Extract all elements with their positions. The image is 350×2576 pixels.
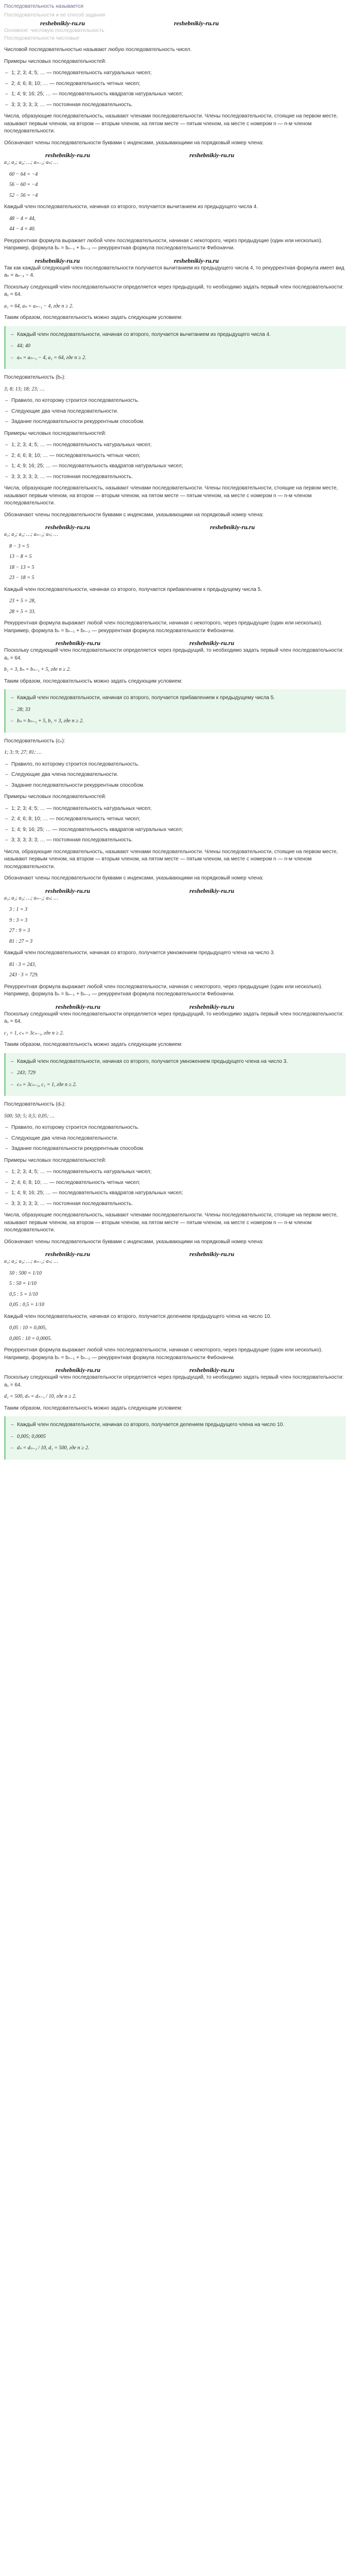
list-item: – Каждый член последовательности, начиная со второго, получается вычитанием из предыдущего числа 4.	[10, 331, 342, 339]
watermark-row	[4, 887, 346, 895]
plan-list-c	[4, 761, 346, 790]
faded-line: Последовательности числовые	[4, 35, 80, 41]
watermark-text: reshebnikiy-ru.ru	[189, 1250, 235, 1258]
watermark-text: reshebnikiy-ru.ru	[189, 887, 235, 894]
examples-title: Примеры числовых последовательностей:	[4, 794, 107, 800]
text-first: Поскольку следующий член последовательности определяется через предыдущий, то необходимо задать первый член последовательности: a₁ = 64.	[4, 648, 344, 661]
list-item: – bₙ = bₙ₋₁ + 5, b₁ = 3, где n ≥ 2.	[10, 718, 342, 725]
list-item: – 0,005; 0,0005	[10, 1433, 342, 1441]
examples-title: Примеры числовых последовательностей:	[4, 1157, 107, 1163]
equation: 52 − 56 = −4	[9, 192, 38, 198]
equation: 243 · 3 = 729.	[9, 972, 39, 978]
definition-notation: Обозначают члены последовательности буквами с индексами, указывающими на порядковый номер члена:	[4, 512, 264, 518]
watermark-text: reshebnikiy-ru.ru	[40, 20, 85, 27]
list-item: – 243; 729	[10, 1070, 342, 1077]
notation-formula: a₁; a₂; a₃; …; aₙ₋₁; aₙ; …	[4, 895, 58, 901]
text-recurrent: Так как каждый следующий член последовательности получается вычитанием из предыдущего числа 4, то рекуррентная формула имеет вид aₙ = aₙ₋₁ − 4.	[4, 265, 344, 278]
list-item: – cₙ = 3cₙ₋₁, c₁ = 1, где n ≥ 2.	[10, 1081, 342, 1089]
equation: 81 : 27 = 3	[9, 938, 33, 944]
equation: 56 − 60 = −4	[9, 182, 38, 188]
equation: 44 − 4 = 40.	[9, 226, 36, 232]
text-ways: Таким образом, последовательность можно задать следующим условием:	[4, 1405, 183, 1411]
text-ways: Таким образом, последовательность можно задать следующим условием:	[4, 1042, 183, 1047]
equation: 81 · 3 = 243,	[9, 961, 36, 968]
list-item: – 2; 4; 6; 8; 10; … — последовательность четных чисел;	[4, 80, 346, 88]
seq-d-title: Последовательность (dₙ):	[4, 1101, 66, 1107]
list-item: – 3; 3; 3; 3; 3; … — постоянная последовательность.	[4, 1200, 346, 1208]
breadcrumb	[4, 3, 346, 11]
list-item: – 1; 2; 3; 4; 5; … — последовательность натуральных чисел;	[4, 70, 346, 77]
equations-c2	[9, 961, 346, 979]
list-item: – Каждый член последовательности, начиная со второго, получается прибавлением к предыдущему числа 5.	[10, 694, 342, 702]
equation: 3 : 1 = 3	[9, 907, 28, 912]
watermark-text: reshebnikiy-ru.ru	[45, 151, 91, 159]
list-item: – Следующие два члена последовательности.	[4, 408, 346, 416]
watermark-row	[4, 1250, 346, 1258]
equations-a2	[9, 215, 346, 233]
text-first: Поскольку следующий член последовательности определяется через предыдущий, то необходимо задать первый член последовательности: a₁ = 64.	[4, 1375, 344, 1388]
equation: 0,05 : 10 = 0,005,	[9, 1325, 47, 1331]
definition-recurrent: Рекуррентная формула выражает любой член последовательности, начиная с некоторого, через предыдущие (один или несколько). Например, формула bₙ = bₙ₋₁ + bₙ₋₂ — рекуррентная формула последовательности Фибоначчи.	[4, 620, 323, 634]
watermark-row	[4, 151, 346, 159]
seq-b-title: Последовательность (bₙ):	[4, 375, 66, 380]
examples-list	[4, 442, 346, 481]
list-item: – Задание последовательности рекуррентным способом.	[4, 418, 346, 426]
list-item: – 1; 4; 9; 16; 25; … — последовательность квадратов натуральных чисел;	[4, 826, 346, 834]
equation: 23 − 18 = 5	[9, 575, 34, 581]
definition-notation: Обозначают члены последовательности буквами с индексами, указывающими на порядковый номер члена:	[4, 140, 264, 146]
equations-d	[9, 1270, 346, 1309]
watermark-text: reshebnikiy-ru.ru	[189, 1366, 235, 1374]
list-item: – Следующие два члена последовательности.	[4, 771, 346, 779]
watermark-text: reshebnikiy-ru.ru	[189, 1003, 235, 1010]
watermark-text: reshebnikiy-ru.ru	[189, 151, 235, 159]
list-item: – 1; 4; 9; 16; 25; … — последовательность квадратов натуральных чисел;	[4, 463, 346, 470]
equation: 18 − 13 = 5	[9, 564, 34, 570]
answer-d: d₁ = 500, dₙ = dₙ₋₁ / 10, где n ≥ 2.	[4, 1394, 77, 1399]
definition-recurrent: Рекуррентная формула выражает любой член последовательности, начиная с некоторого, через предыдущие (один или несколько). Например, формула bₙ = bₙ₋₁ + bₙ₋₂ — рекуррентная формула последовательности Фибоначчи.	[4, 238, 323, 251]
equation: 50 : 500 = 1/10	[9, 1270, 42, 1276]
definition-recurrent: Рекуррентная формула выражает любой член последовательности, начиная с некоторого, через предыдущие (один или несколько). Например, формула bₙ = bₙ₋₁ + bₙ₋₂ — рекуррентная формула последовательности Фибоначчи.	[4, 1347, 323, 1361]
definition-members: Числа, образующие последовательность, называют членами последовательности. Члены последовательности, стоящие на первом месте, называют первым членом, на втором — вторым членом, на пятом месте — пятым членом, на месте с номером n — n-м членом последовательности.	[4, 1212, 338, 1233]
equation: 48 − 4 = 44,	[9, 215, 36, 222]
text-d-each: Каждый член последовательности, начиная со второго, получается делением предыдущего члена на число 10.	[4, 1313, 272, 1319]
list-item: – 3; 3; 3; 3; 3; … — постоянная последовательность.	[4, 837, 346, 844]
definition-recurrent: Рекуррентная формула выражает любой член последовательности, начиная с некоторого, через предыдущие (один или несколько). Например, формула bₙ = bₙ₋₁ + bₙ₋₂ — рекуррентная формула последовательности Фибоначчи.	[4, 984, 323, 997]
list-item: – Правило, по которому строится последовательность.	[4, 397, 346, 405]
answer-b: b₁ = 3, bₙ = bₙ₋₁ + 5, где n ≥ 2.	[4, 667, 71, 672]
answer-c: c₁ = 1, cₙ = 3cₙ₋₁, где n ≥ 2.	[4, 1030, 64, 1036]
watermark-row	[4, 257, 346, 265]
seq-d: 500; 50; 5; 0,5; 0,05; …	[4, 1113, 55, 1119]
examples-list	[4, 70, 346, 109]
list-item: – dₙ = dₙ₋₁ / 10, d₁ = 500, где n ≥ 2.	[10, 1445, 342, 1452]
watermark-text: reshebnikiy-ru.ru	[45, 1250, 91, 1258]
watermark-text: reshebnikiy-ru.ru	[174, 257, 219, 264]
list-item: – Задание последовательности рекуррентным способом.	[4, 1145, 346, 1153]
equations-b2	[9, 598, 346, 616]
definition-members: Числа, образующие последовательность, называют членами последовательности. Члены последовательности, стоящие на первом месте, называют первым членом, на втором — вторым членом, на пятом месте — пятым членом, на месте с номером n — n-м членом последовательности.	[4, 485, 338, 506]
text-each-next: Каждый член последовательности, начиная со второго, получается вычитанием из предыдущего числа 4.	[4, 204, 258, 210]
list-item: – 2; 4; 6; 8; 10; … — последовательность четных чисел;	[4, 452, 346, 460]
watermark-row	[4, 1366, 346, 1374]
list-item: – aₙ = aₙ₋₁ − 4, a₁ = 64, где n ≥ 2.	[10, 354, 342, 362]
watermark-text: reshebnikiy-ru.ru	[45, 887, 91, 894]
equations-a	[9, 171, 346, 200]
faded-line: Последовательности и ее способ задания	[4, 12, 106, 18]
list-item: – Правило, по которому строится последовательность.	[4, 1124, 346, 1132]
definition-numeric-sequence: Числовой последовательностью называют любую последовательность чисел.	[4, 47, 192, 53]
watermark-row	[4, 1003, 346, 1011]
list-item: – 1; 2; 3; 4; 5; … — последовательность натуральных чисел;	[4, 805, 346, 813]
seq-c-title: Последовательность (cₙ):	[4, 738, 65, 744]
text-first: Поскольку следующий член последовательности определяется через предыдущий, то необходимо задать первый член последовательности: a₁ = 64.	[4, 284, 344, 297]
notation-formula: a₁; a₂; a₃; …; aₙ₋₁; aₙ; …	[4, 1259, 58, 1264]
list-item: – Правило, по которому строится последовательность.	[4, 761, 346, 769]
text-ways: Таким образом, последовательность можно задать следующим условием:	[4, 315, 183, 320]
equation: 9 : 3 = 3	[9, 917, 28, 923]
text-b-each: Каждый член последовательности, начиная со второго, получается прибавлением к предыдущему числа 5.	[4, 586, 262, 592]
list-item: – 2; 4; 6; 8; 10; … — последовательность четных чисел;	[4, 816, 346, 823]
equation: 60 − 64 = −4	[9, 171, 38, 177]
plan-list-d	[4, 1124, 346, 1153]
seq-b: 3; 8; 13; 18; 23; …	[4, 386, 45, 392]
list-item: – 44; 40	[10, 343, 342, 350]
equation: 0,5 : 5 = 1/10	[9, 1291, 38, 1297]
watermark-row	[4, 523, 346, 531]
equation: 0,005 : 10 = 0,0005.	[9, 1335, 52, 1342]
notation-formula: a₁; a₂; a₃; …; aₙ₋₁; aₙ; …	[4, 532, 58, 537]
watermark-text: reshebnikiy-ru.ru	[35, 257, 80, 264]
equations-c	[9, 906, 346, 945]
list-item: – 1; 4; 9; 16; 25; … — последовательность квадратов натуральных чисел;	[4, 91, 346, 98]
definition-notation: Обозначают члены последовательности буквами с индексами, указывающими на порядковый номер члена:	[4, 875, 264, 881]
equations-b	[9, 543, 346, 582]
examples-title: Примеры числовых последовательностей:	[4, 430, 107, 436]
watermark-row	[4, 19, 346, 27]
watermark-text: reshebnikiy-ru.ru	[189, 639, 235, 647]
answer-box-c	[4, 1053, 346, 1096]
equation: 28 + 5 = 33.	[9, 608, 36, 615]
list-item: – Каждый член последовательности, начиная со второго, получается умножением предыдущего члена на число 3.	[10, 1058, 342, 1066]
list-item: – Каждый член последовательности, начиная со второго, получается делением предыдущего члена на число 10.	[10, 1421, 342, 1429]
watermark-text: reshebnikiy-ru.ru	[56, 639, 101, 647]
text-c-each: Каждый член последовательности, начиная со второго, получается умножением предыдущего члена на число 3.	[4, 950, 275, 956]
list-item: – Следующие два члена последовательности.	[4, 1135, 346, 1143]
list-item: – 3; 3; 3; 3; 3; … — постоянная последовательность.	[4, 473, 346, 481]
answer-box-b	[4, 689, 346, 733]
equation: 23 + 5 = 28,	[9, 598, 36, 604]
list-item: – 1; 4; 9; 16; 25; … — последовательность квадратов натуральных чисел;	[4, 1190, 346, 1197]
equation: 13 − 8 = 5	[9, 554, 32, 560]
list-item: – Задание последовательности рекуррентным способом.	[4, 782, 346, 790]
examples-list	[4, 805, 346, 844]
list-item: – 1; 2; 3; 4; 5; … — последовательность натуральных чисел;	[4, 442, 346, 449]
definition-members: Числа, образующие последовательность, называют членами последовательности. Члены последовательности, стоящие на первом месте, называют первым членом, на втором — вторым членом, на пятом месте — пятым членом, на месте с номером n — n-м членом последовательности.	[4, 113, 338, 134]
answer-a: a₁ = 64, aₙ = aₙ₋₁ − 4, где n ≥ 2.	[4, 303, 74, 309]
watermark-text: reshebnikiy-ru.ru	[56, 1003, 101, 1010]
breadcrumb-link[interactable]: Последовательность называется	[4, 4, 83, 9]
equation: 0,05 : 0,5 = 1/10	[9, 1302, 44, 1308]
watermark-text: reshebnikiy-ru.ru	[45, 523, 91, 531]
watermark-text: reshebnikiy-ru.ru	[210, 523, 255, 531]
definition-members: Числа, образующие последовательность, называют членами последовательности. Члены последовательности, стоящие на первом месте, называют первым членом, на втором — вторым членом, на пятом месте — пятым членом, на месте с номером n — n-м членом последовательности.	[4, 849, 338, 870]
watermark-text: reshebnikiy-ru.ru	[174, 20, 219, 27]
definition-notation: Обозначают члены последовательности буквами с индексами, указывающими на порядковый номер члена:	[4, 1239, 264, 1245]
faded-line: Основное: числовую последовательность	[4, 28, 104, 33]
answer-box-d	[4, 1416, 346, 1460]
list-item: – 2; 4; 6; 8; 10; … — последовательность четных чисел;	[4, 1179, 346, 1187]
text-ways: Таким образом, последовательность можно задать следующим условием:	[4, 678, 183, 684]
equations-d2	[9, 1325, 346, 1343]
seq-c: 1; 3; 9; 27; 81; …	[4, 750, 42, 755]
list-item: – 1; 2; 3; 4; 5; … — последовательность натуральных чисел;	[4, 1168, 346, 1176]
watermark-row	[4, 639, 346, 647]
examples-list	[4, 1168, 346, 1208]
notation-formula: a₁; a₂; a₃; …; aₙ₋₁; aₙ; …	[4, 160, 58, 165]
text-first: Поскольку следующий член последовательности определяется через предыдущий, то необходимо задать первый член последовательности: a₁ = 64.	[4, 1011, 344, 1024]
plan-list-b	[4, 397, 346, 426]
examples-title: Примеры числовых последовательностей:	[4, 58, 107, 64]
equation: 5 : 50 = 1/10	[9, 1281, 37, 1286]
equation: 8 − 3 = 5	[9, 543, 29, 549]
answer-box-a	[4, 326, 346, 369]
list-item: – 28; 33	[10, 706, 342, 714]
equation: 27 : 9 = 3	[9, 928, 30, 934]
watermark-text: reshebnikiy-ru.ru	[56, 1366, 101, 1374]
list-item: – 3; 3; 3; 3; 3; … — постоянная последовательность.	[4, 101, 346, 109]
